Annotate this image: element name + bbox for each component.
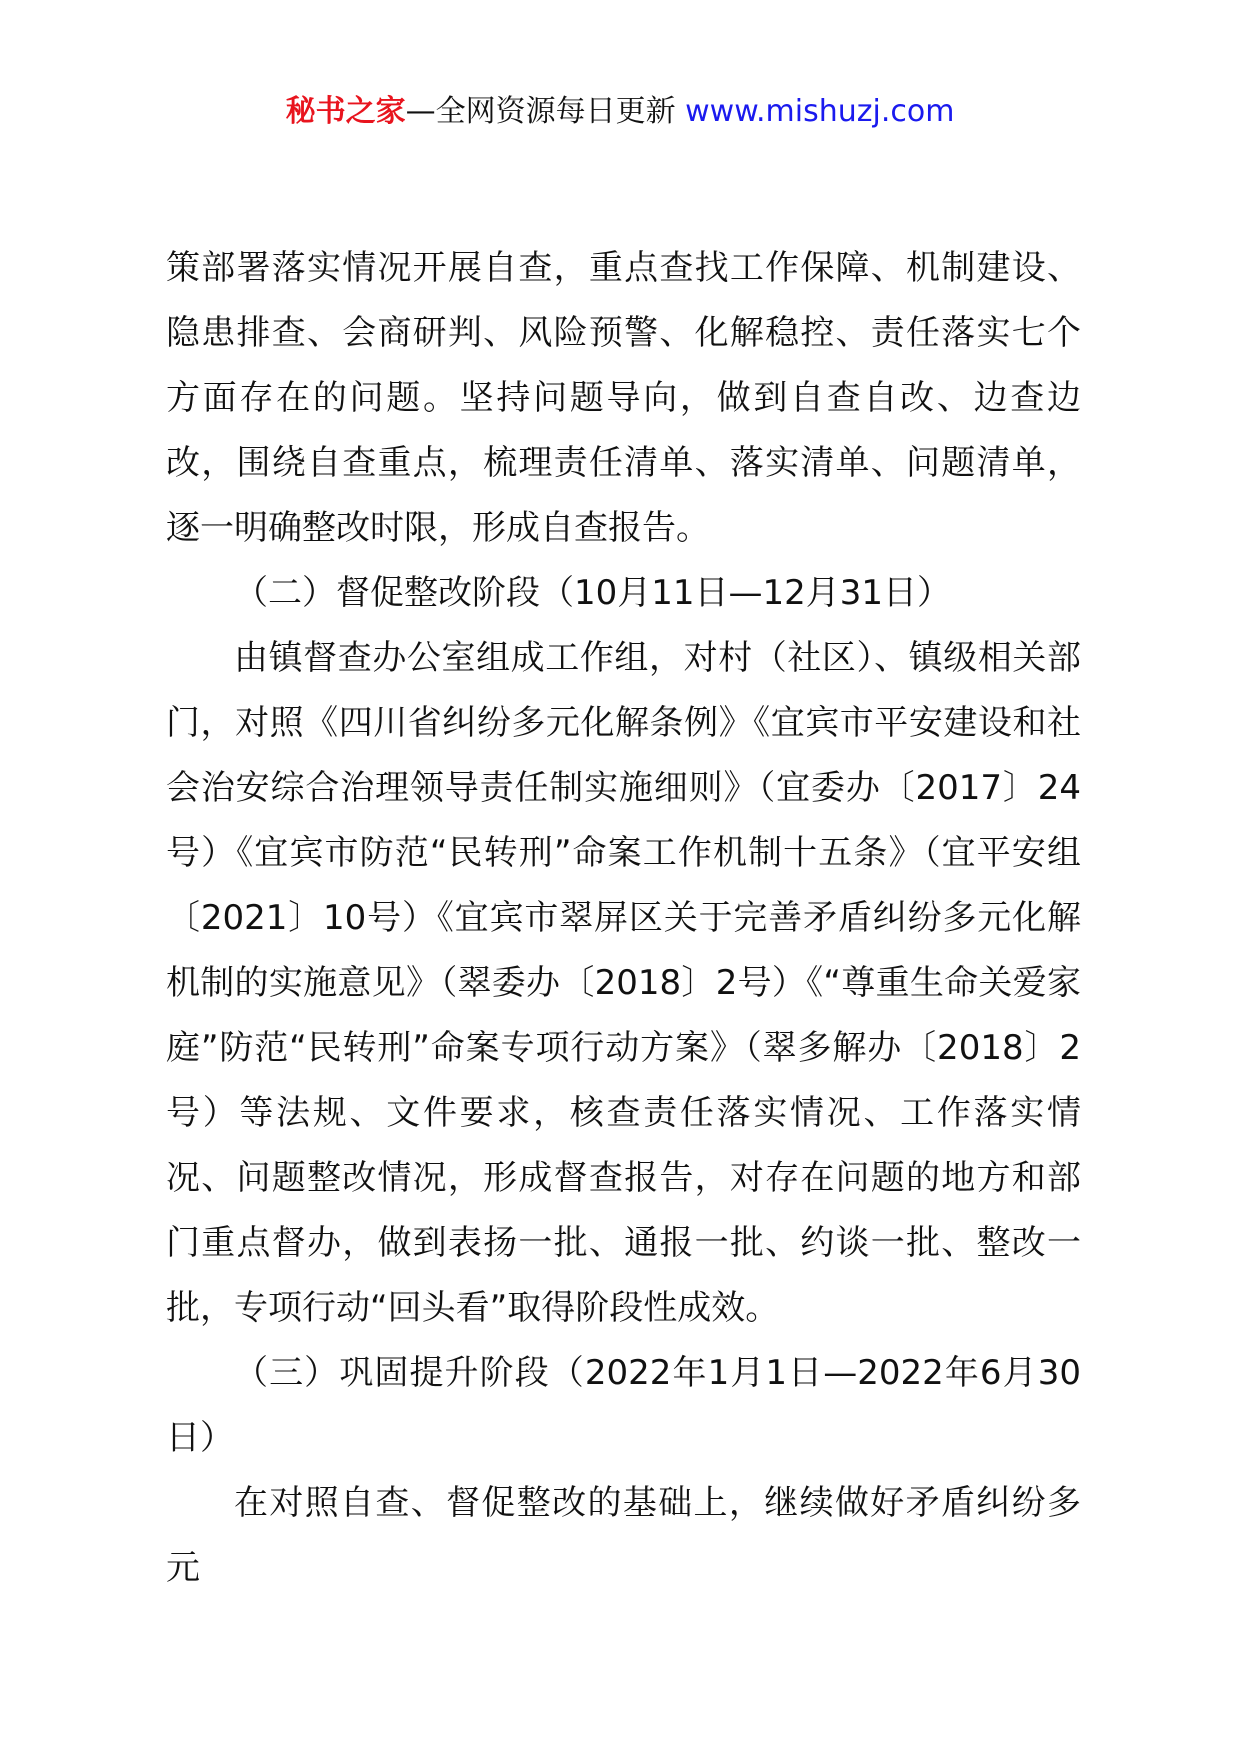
paragraph-consolidation: 在对照自查、督促整改的基础上，继续做好矛盾纠纷多元 — [166, 1483, 1081, 1588]
site-url-link[interactable]: www.mishuzj.com — [685, 94, 955, 129]
site-tagline: —全网资源每日更新 — [405, 94, 676, 129]
section-heading-consolidation-stage: （三）巩固提升阶段（2022年1月1日—2022年6月30日） — [166, 1353, 1081, 1458]
page-header — [0, 90, 1240, 134]
paragraph-rectification: 由镇督查办公室组成工作组，对村（社区）、镇级相关部门，对照《四川省纠纷多元化解条例》《宜宾市平安建设和社会治安综合治理领导责任制实施细则》（宜委办〔2017〕24号）《宜宾市防范“民转刑”命案工作机制十五条》（宜平安组〔2021〕10号）《宜宾市翠屏区关于完善矛盾纠纷多元化解机制的实施意见》（翠委办〔2018〕2号）《“尊重生命关爱家庭”防范“民转刑”命案专项行动方案》（翠多解办〔2018〕2号）等法规、文件要求，核查责任落实情况、工作落实情况、问题整改情况，形成督查报告，对存在问题的地方和部门重点督办，做到表扬一批、通报一批、约谈一批、整改一批，专项行动“回头看”取得阶段性成效。 — [166, 638, 1081, 1328]
paragraph-self-check-continued: 策部署落实情况开展自查，重点查找工作保障、机制建设、隐患排查、会商研判、风险预警、化解稳控、责任落实七个方面存在的问题。坚持问题导向，做到自查自改、边查边改，围绕自查重点，梳理责任清单、落实清单、问题清单，逐一明确整改时限，形成自查报告。 — [166, 248, 1081, 548]
section-heading-rectification-stage: （二）督促整改阶段（10月11日—12月31日） — [234, 573, 952, 613]
site-brand: 秘书之家 — [285, 94, 406, 129]
document-body — [166, 236, 1081, 1601]
